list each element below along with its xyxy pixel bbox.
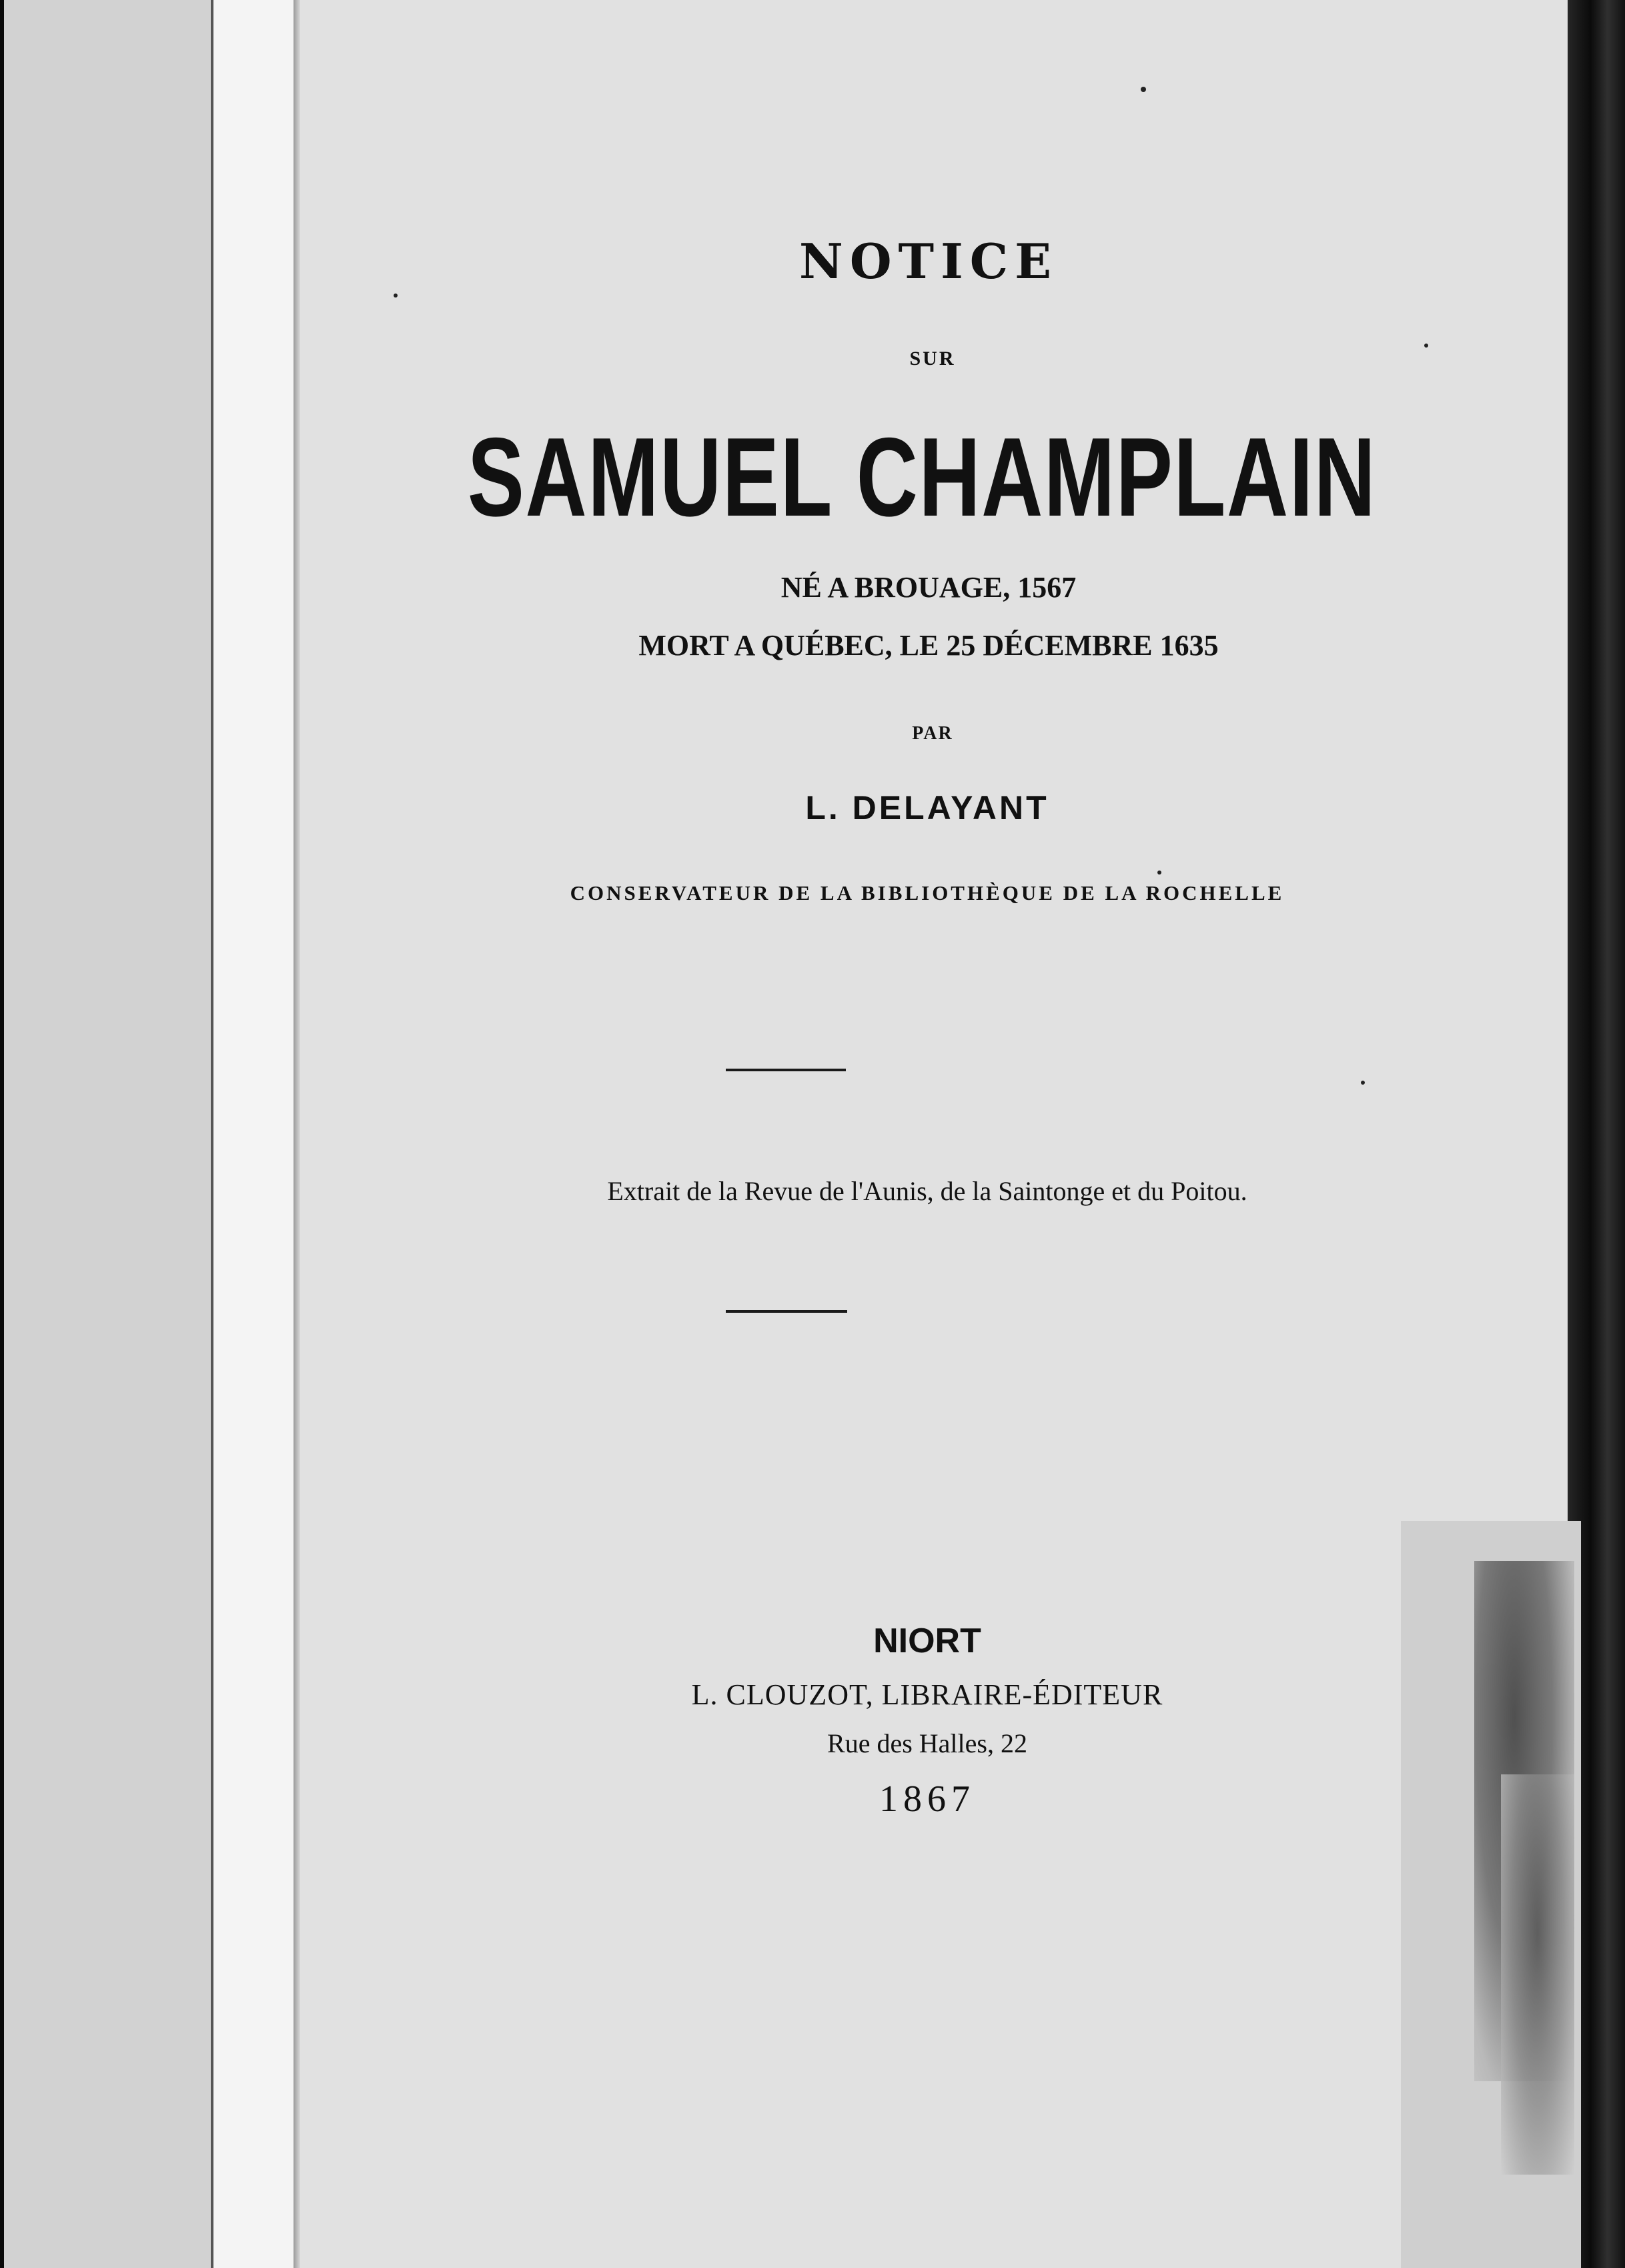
author-title: CONSERVATEUR DE LA BIBLIOTHÈQUE DE LA ROCHELLE <box>570 881 1285 905</box>
extract-note: Extrait de la Revue de l'Aunis, de la Saintonge et du Poitou. <box>607 1176 1247 1206</box>
ink-speck <box>1141 87 1146 92</box>
subject-title: SAMUEL CHAMPLAIN <box>467 414 1377 540</box>
ink-speck <box>1157 871 1161 875</box>
binding-hinge-strip <box>213 0 294 2268</box>
imprint-city: NIORT <box>873 1622 981 1660</box>
left-cover-board <box>4 0 211 2268</box>
by-line: PAR <box>912 723 953 744</box>
label-stain-lower <box>1501 1774 1574 2175</box>
birth-line: NÉ A BROUAGE, 1567 <box>780 571 1077 604</box>
ink-speck <box>394 294 398 298</box>
hinge-shadow <box>294 0 300 2268</box>
death-line: MORT A QUÉBEC, LE 25 DÉCEMBRE 1635 <box>638 629 1219 662</box>
connector-sur: SUR <box>909 348 956 370</box>
divider-rule-top <box>726 1069 846 1071</box>
heading-notice: NOTICE <box>799 233 1058 290</box>
author-name: L. DELAYANT <box>805 789 1049 826</box>
imprint-year: 1867 <box>879 1778 975 1820</box>
title-page-paper <box>300 0 1568 2268</box>
ink-speck <box>1361 1081 1365 1085</box>
imprint-publisher: L. CLOUZOT, LIBRAIRE-ÉDITEUR <box>691 1678 1163 1711</box>
divider-rule-bottom <box>726 1310 847 1313</box>
imprint-address: Rue des Halles, 22 <box>827 1728 1027 1758</box>
